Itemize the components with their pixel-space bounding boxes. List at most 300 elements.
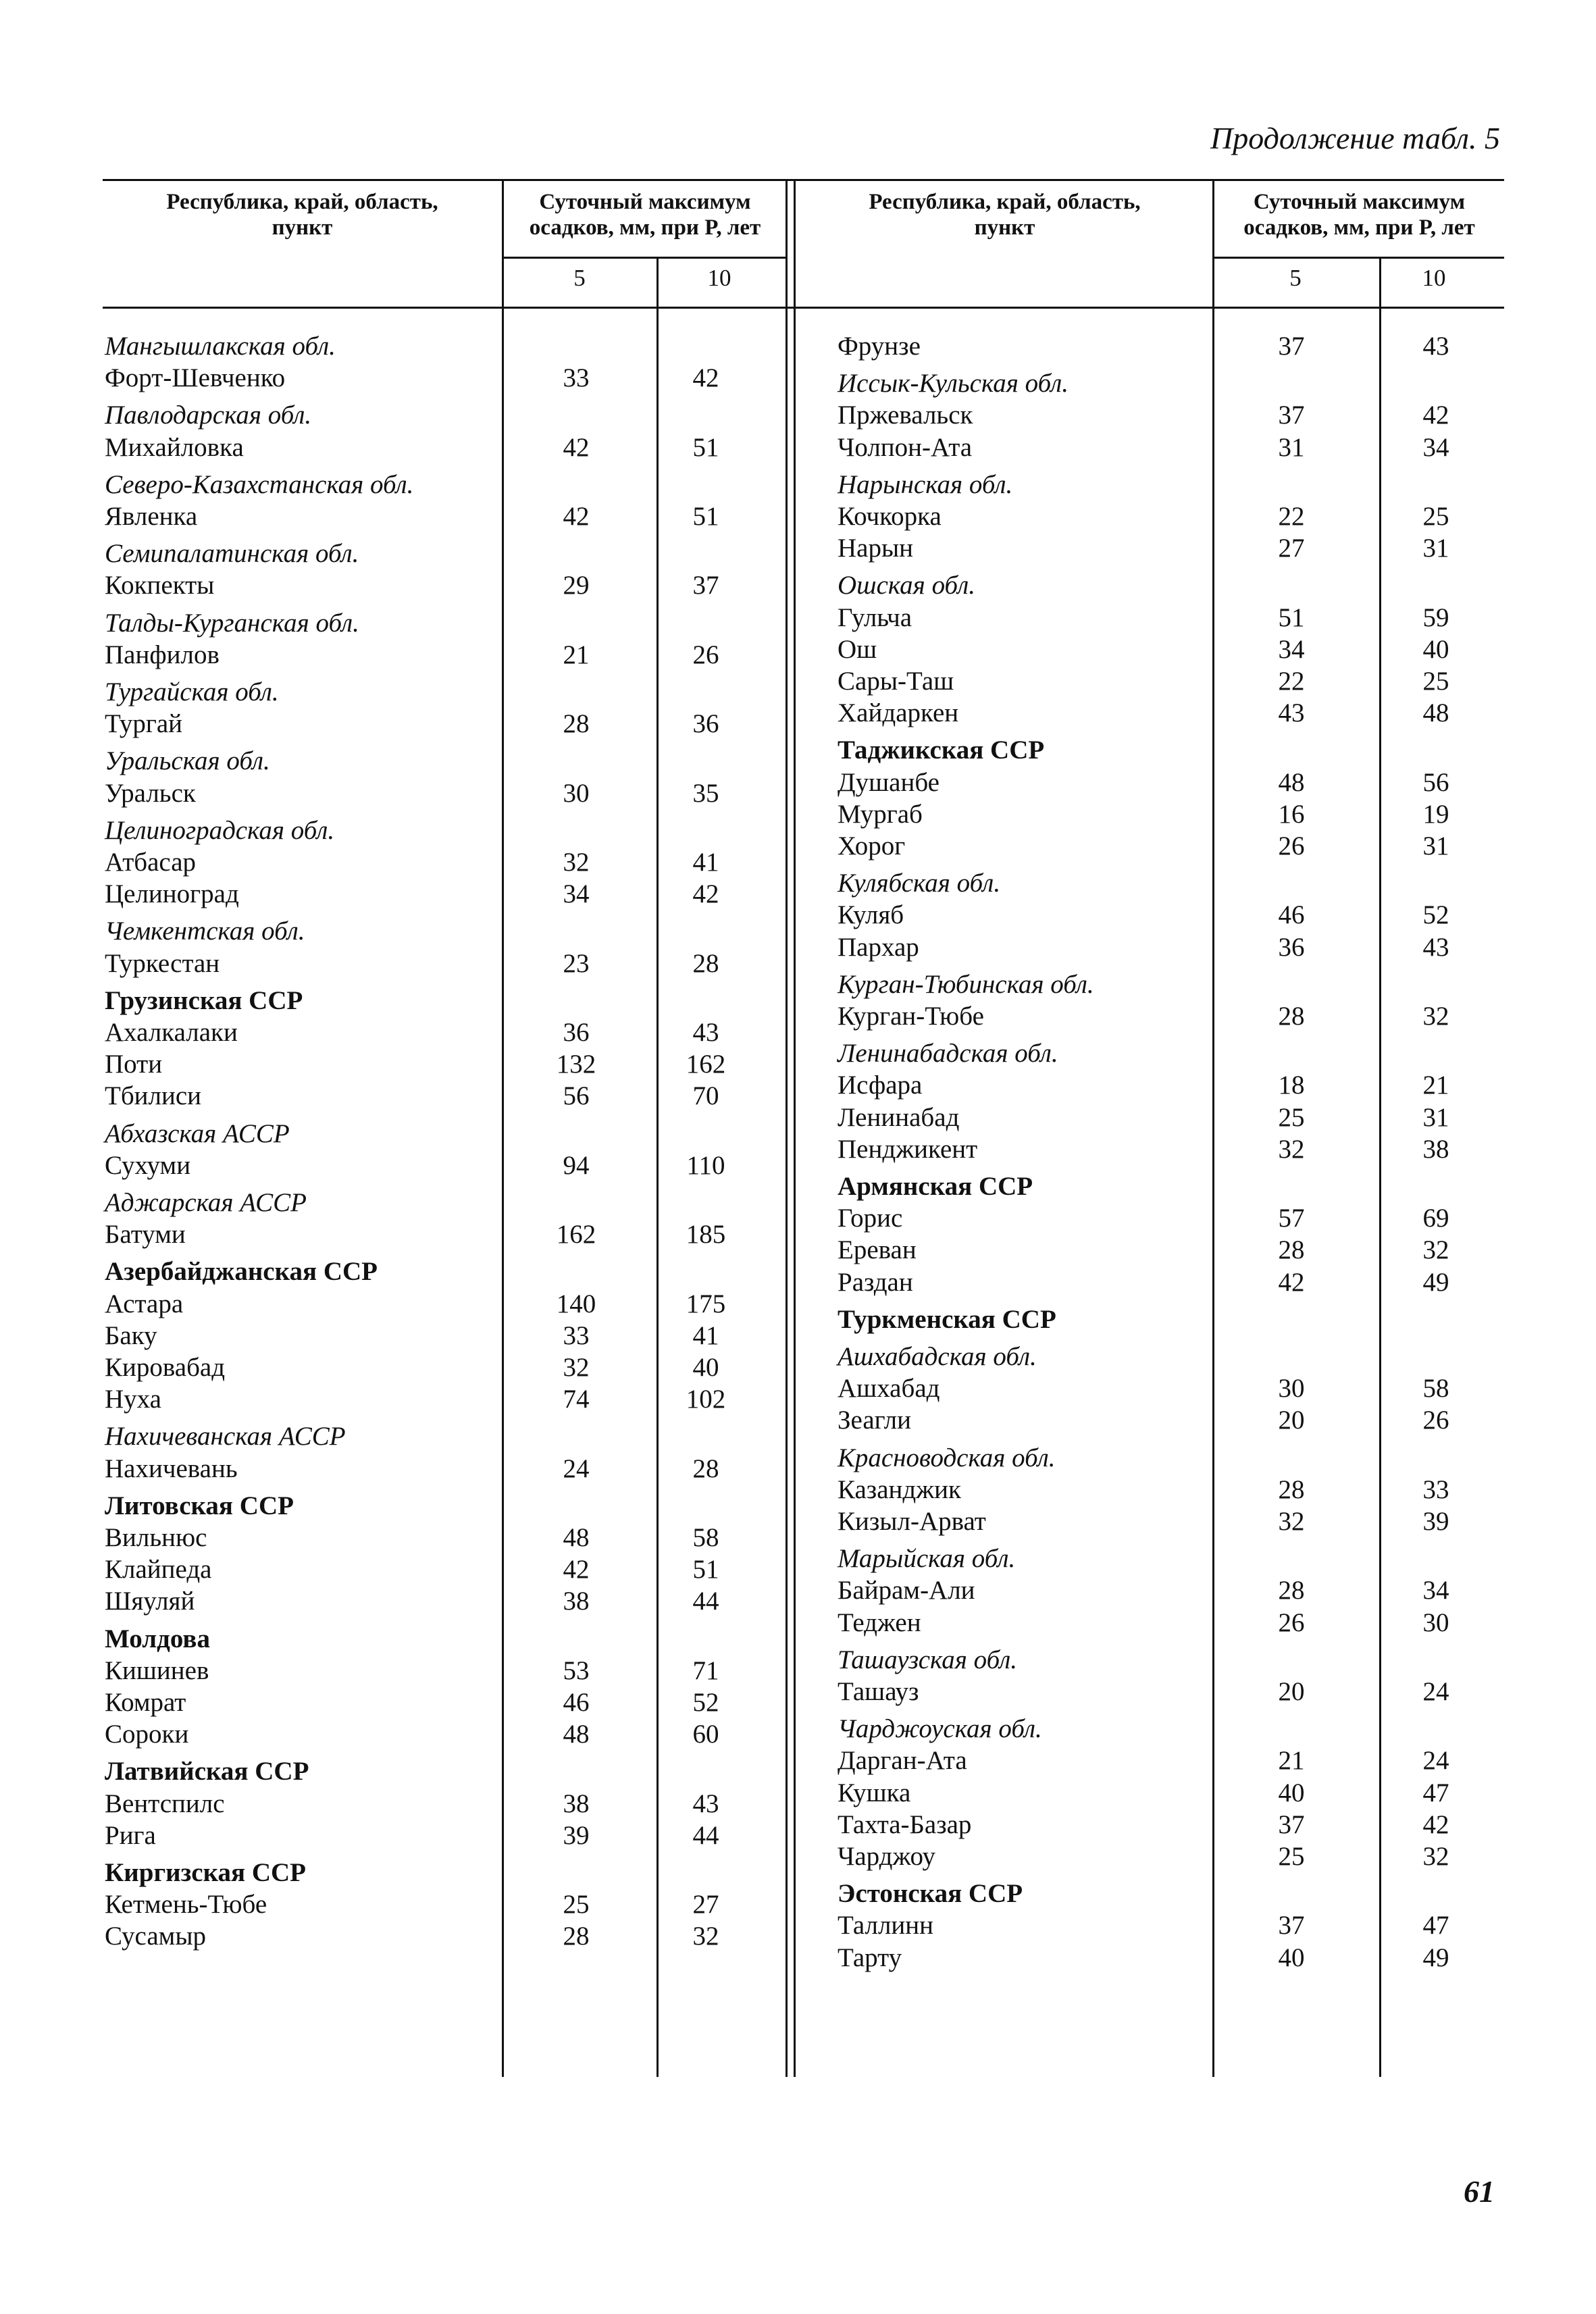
header-max-right-line1: Суточный максимум bbox=[1253, 190, 1466, 214]
table-row bbox=[838, 1506, 1506, 1537]
value-p5: 31 bbox=[1278, 432, 1305, 462]
row-name: Туркестан bbox=[105, 948, 220, 978]
table-row bbox=[105, 1522, 780, 1553]
region-heading-row bbox=[838, 1543, 1506, 1574]
row-name: Тургайская обл. bbox=[105, 677, 279, 706]
table-row bbox=[838, 1405, 1506, 1436]
republic-heading-row bbox=[838, 1878, 1506, 1909]
value-p10: 28 bbox=[692, 948, 719, 978]
table-row bbox=[105, 1289, 780, 1320]
row-name: Азербайджанская ССР bbox=[105, 1257, 378, 1287]
value-p5: 38 bbox=[563, 1587, 590, 1616]
value-p10: 26 bbox=[1422, 1406, 1449, 1435]
table-row bbox=[838, 1001, 1506, 1032]
row-name: Ташауз bbox=[838, 1677, 919, 1706]
table-row bbox=[105, 879, 780, 910]
row-name: Хайдаркен bbox=[838, 698, 959, 728]
value-p10: 26 bbox=[692, 640, 719, 669]
col-divider-middle-a bbox=[786, 179, 788, 2077]
row-name: Кочкорка bbox=[838, 502, 942, 531]
value-p5: 27 bbox=[1278, 534, 1305, 563]
value-p5: 33 bbox=[563, 363, 590, 393]
region-heading-row bbox=[838, 469, 1506, 500]
value-p5: 94 bbox=[563, 1150, 590, 1180]
header-max-right bbox=[1216, 189, 1503, 240]
value-p10: 31 bbox=[1422, 1102, 1449, 1132]
row-name: Целиноград bbox=[105, 879, 239, 909]
table-row bbox=[838, 432, 1506, 463]
republic-heading-row bbox=[838, 1171, 1506, 1202]
value-p10: 25 bbox=[1422, 502, 1449, 531]
row-name: Мангышлакская обл. bbox=[105, 332, 336, 361]
header-p10-left: 10 bbox=[707, 265, 731, 291]
value-p5: 46 bbox=[1278, 900, 1305, 930]
header-p5-left: 5 bbox=[573, 265, 586, 291]
value-p10: 28 bbox=[692, 1454, 719, 1483]
region-heading-row bbox=[105, 1421, 780, 1452]
value-p10: 49 bbox=[1422, 1267, 1449, 1297]
value-p5: 162 bbox=[556, 1220, 596, 1250]
row-name: Целиноградская обл. bbox=[105, 815, 335, 845]
value-p5: 37 bbox=[1278, 1911, 1305, 1940]
row-name: Кизыл-Арват bbox=[838, 1507, 986, 1536]
region-heading-row bbox=[838, 969, 1506, 1000]
value-p10: 36 bbox=[692, 709, 719, 739]
header-region-right-line1: Республика, край, область, bbox=[869, 190, 1141, 214]
row-name: Сороки bbox=[105, 1720, 189, 1749]
value-p10: 44 bbox=[692, 1587, 719, 1616]
row-name: Панфилов bbox=[105, 640, 220, 669]
row-name: Кишинев bbox=[105, 1655, 209, 1685]
row-name: Ташаузская обл. bbox=[838, 1645, 1018, 1674]
row-name: Аджарская АССР bbox=[105, 1188, 307, 1217]
region-heading-row bbox=[105, 538, 780, 569]
table-row bbox=[105, 1017, 780, 1048]
table-row bbox=[105, 1789, 780, 1820]
row-name: Таджикская ССР bbox=[838, 736, 1045, 765]
table-row bbox=[838, 900, 1506, 931]
value-p10: 71 bbox=[692, 1655, 719, 1685]
value-p5: 24 bbox=[563, 1454, 590, 1483]
value-p10: 185 bbox=[686, 1220, 726, 1250]
row-name: Исфара bbox=[838, 1071, 923, 1100]
value-p5: 140 bbox=[556, 1289, 596, 1318]
republic-heading-row bbox=[105, 1491, 780, 1522]
table-caption: Продолжение табл. 5 bbox=[1210, 121, 1500, 155]
value-p5: 42 bbox=[563, 502, 590, 531]
row-name: Нарын bbox=[838, 534, 914, 563]
table-row bbox=[105, 570, 780, 601]
region-heading-row bbox=[838, 1341, 1506, 1372]
value-p10: 43 bbox=[692, 1018, 719, 1047]
value-p10: 44 bbox=[692, 1820, 719, 1850]
row-name: Кушка bbox=[838, 1778, 911, 1807]
region-heading-row bbox=[838, 1714, 1506, 1745]
table-row bbox=[105, 1889, 780, 1920]
header-max-left-line1: Суточный максимум bbox=[539, 190, 751, 214]
value-p5: 26 bbox=[1278, 1608, 1305, 1637]
col-divider-middle-b bbox=[794, 179, 796, 2077]
region-heading-row bbox=[105, 677, 780, 708]
table-row bbox=[105, 1655, 780, 1687]
table-row bbox=[105, 1384, 780, 1415]
row-name: Пенджикент bbox=[838, 1134, 978, 1164]
value-p10: 31 bbox=[1422, 534, 1449, 563]
value-p10: 60 bbox=[692, 1720, 719, 1749]
table-row bbox=[838, 1267, 1506, 1298]
row-name: Зеагли bbox=[838, 1406, 911, 1435]
table-row bbox=[838, 1745, 1506, 1776]
value-p5: 16 bbox=[1278, 799, 1305, 829]
region-heading-row bbox=[105, 916, 780, 947]
table-row bbox=[838, 1910, 1506, 1941]
value-p10: 38 bbox=[1422, 1134, 1449, 1164]
row-name: Сусамыр bbox=[105, 1922, 207, 1951]
value-p10: 47 bbox=[1422, 1911, 1449, 1940]
row-name: Теджен bbox=[838, 1608, 921, 1637]
value-p10: 59 bbox=[1422, 602, 1449, 632]
value-p5: 30 bbox=[563, 778, 590, 808]
value-p5: 28 bbox=[563, 709, 590, 739]
value-p10: 47 bbox=[1422, 1778, 1449, 1807]
table-row bbox=[838, 1070, 1506, 1101]
table-row bbox=[105, 1320, 780, 1352]
table-row bbox=[838, 1809, 1506, 1841]
table-row bbox=[105, 1719, 780, 1750]
value-p10: 51 bbox=[692, 432, 719, 462]
region-heading-row bbox=[838, 1645, 1506, 1676]
row-name: Армянская ССР bbox=[838, 1172, 1033, 1201]
row-name: Кировабад bbox=[105, 1353, 226, 1382]
header-region-left bbox=[108, 189, 496, 240]
region-heading-row bbox=[105, 400, 780, 431]
table-row bbox=[105, 847, 780, 878]
row-name: Таллинн bbox=[838, 1911, 934, 1940]
value-p5: 32 bbox=[1278, 1134, 1305, 1164]
value-p5: 26 bbox=[1278, 831, 1305, 860]
row-name: Казанджик bbox=[838, 1474, 962, 1504]
table-row bbox=[838, 1134, 1506, 1165]
header-max-right-line2: осадков, мм, при P, лет bbox=[1243, 215, 1475, 240]
republic-heading-row bbox=[105, 1256, 780, 1287]
table-row bbox=[838, 799, 1506, 830]
value-p5: 40 bbox=[1278, 1778, 1305, 1807]
value-p5: 25 bbox=[563, 1890, 590, 1920]
row-name: Куляб bbox=[838, 900, 904, 930]
table-row bbox=[838, 400, 1506, 431]
row-name: Эстонская ССР bbox=[838, 1879, 1023, 1909]
value-p10: 19 bbox=[1422, 799, 1449, 829]
row-name: Ашхабад bbox=[838, 1374, 940, 1404]
value-p5: 32 bbox=[1278, 1507, 1305, 1536]
region-heading-row bbox=[105, 331, 780, 362]
table-row bbox=[105, 1687, 780, 1718]
value-p10: 34 bbox=[1422, 432, 1449, 462]
table-row bbox=[838, 533, 1506, 564]
value-p5: 42 bbox=[1278, 1267, 1305, 1297]
row-name: Клайпеда bbox=[105, 1555, 212, 1585]
value-p5: 48 bbox=[563, 1720, 590, 1749]
table-row bbox=[838, 666, 1506, 697]
region-heading-row bbox=[838, 368, 1506, 399]
value-p5: 132 bbox=[556, 1050, 596, 1079]
row-name: Тахта-Базар bbox=[838, 1809, 972, 1839]
row-name: Талды-Курганская обл. bbox=[105, 608, 359, 638]
row-name: Курган-Тюбе bbox=[838, 1002, 984, 1031]
value-p5: 28 bbox=[1278, 1002, 1305, 1031]
region-heading-row bbox=[105, 1119, 780, 1150]
row-name: Северо-Казахстанская обл. bbox=[105, 469, 414, 499]
row-name: Сары-Таш bbox=[838, 667, 954, 696]
row-name: Поти bbox=[105, 1050, 163, 1079]
value-p10: 32 bbox=[1422, 1002, 1449, 1031]
row-name: Ленинабадская обл. bbox=[838, 1039, 1058, 1069]
row-name: Баку bbox=[105, 1320, 157, 1350]
header-region-left-line1: Республика, край, область, bbox=[166, 190, 438, 214]
value-p5: 42 bbox=[563, 1555, 590, 1585]
page-number: 61 bbox=[1464, 2174, 1495, 2209]
table-row bbox=[105, 1921, 780, 1952]
table-row bbox=[105, 363, 780, 394]
value-p10: 35 bbox=[692, 778, 719, 808]
row-name: Вильнюс bbox=[105, 1523, 207, 1552]
table-row bbox=[105, 778, 780, 809]
value-p10: 41 bbox=[692, 1320, 719, 1350]
table-row bbox=[105, 1049, 780, 1080]
row-name: Кулябская обл. bbox=[838, 869, 1001, 898]
region-heading-row bbox=[105, 746, 780, 777]
row-name: Грузинская ССР bbox=[105, 985, 303, 1015]
value-p5: 32 bbox=[563, 848, 590, 877]
table-row bbox=[105, 1554, 780, 1585]
value-p10: 56 bbox=[1422, 767, 1449, 797]
row-name: Гульча bbox=[838, 602, 912, 632]
republic-heading-row bbox=[838, 1304, 1506, 1335]
row-name: Пархар bbox=[838, 932, 919, 962]
value-p5: 39 bbox=[563, 1820, 590, 1850]
header-region-left-line2: пункт bbox=[272, 215, 333, 240]
value-p5: 28 bbox=[563, 1922, 590, 1951]
row-name: Рига bbox=[105, 1820, 156, 1850]
value-p5: 36 bbox=[563, 1018, 590, 1047]
row-name: Молдова bbox=[105, 1624, 210, 1653]
value-p5: 30 bbox=[1278, 1374, 1305, 1404]
table-row bbox=[838, 1676, 1506, 1707]
value-p5: 48 bbox=[1278, 767, 1305, 797]
value-p5: 21 bbox=[563, 640, 590, 669]
value-p10: 52 bbox=[692, 1688, 719, 1717]
value-p10: 37 bbox=[692, 571, 719, 600]
value-p10: 21 bbox=[1422, 1071, 1449, 1100]
row-name: Литовская ССР bbox=[105, 1491, 294, 1520]
header-p10-right: 10 bbox=[1422, 265, 1446, 291]
value-p5: 34 bbox=[1278, 634, 1305, 664]
value-p5: 33 bbox=[563, 1320, 590, 1350]
value-p10: 42 bbox=[1422, 1809, 1449, 1839]
value-p5: 22 bbox=[1278, 667, 1305, 696]
value-p10: 43 bbox=[1422, 332, 1449, 361]
value-p10: 51 bbox=[692, 1555, 719, 1585]
region-heading-row bbox=[105, 608, 780, 639]
table-row bbox=[838, 831, 1506, 862]
row-name: Чолпон-Ата bbox=[838, 432, 973, 462]
row-name: Семипалатинская обл. bbox=[105, 539, 359, 569]
row-name: Курган-Тюбинская обл. bbox=[838, 969, 1094, 999]
value-p5: 57 bbox=[1278, 1204, 1305, 1233]
value-p10: 30 bbox=[1422, 1608, 1449, 1637]
row-name: Комрат bbox=[105, 1688, 186, 1717]
table-row bbox=[838, 1841, 1506, 1872]
value-p5: 32 bbox=[563, 1353, 590, 1382]
row-name: Уральск bbox=[105, 778, 196, 808]
row-name: Ошская обл. bbox=[838, 571, 975, 600]
row-name: Чарджоу bbox=[838, 1842, 935, 1871]
row-name: Сухуми bbox=[105, 1150, 191, 1180]
value-p5: 53 bbox=[563, 1655, 590, 1685]
header-bottom-rule bbox=[103, 307, 1504, 309]
row-name: Фрунзе bbox=[838, 332, 921, 361]
region-heading-row bbox=[105, 815, 780, 846]
value-p5: 34 bbox=[563, 879, 590, 909]
row-name: Атбасар bbox=[105, 848, 197, 877]
value-p5: 37 bbox=[1278, 332, 1305, 361]
row-name: Тургай bbox=[105, 709, 183, 739]
value-p5: 28 bbox=[1278, 1576, 1305, 1605]
header-max-left-line2: осадков, мм, при P, лет bbox=[529, 215, 761, 240]
row-name: Форт-Шевченко bbox=[105, 363, 286, 393]
row-name: Ленинабад bbox=[838, 1102, 960, 1132]
region-heading-row bbox=[105, 1187, 780, 1218]
table-row bbox=[838, 932, 1506, 963]
table-row bbox=[838, 1778, 1506, 1809]
row-name: Вентспилс bbox=[105, 1789, 225, 1818]
value-p10: 32 bbox=[692, 1922, 719, 1951]
value-p10: 39 bbox=[1422, 1507, 1449, 1536]
value-p5: 37 bbox=[1278, 401, 1305, 430]
value-p10: 25 bbox=[1422, 667, 1449, 696]
table-row bbox=[105, 1820, 780, 1851]
row-name: Нахичевань bbox=[105, 1454, 238, 1483]
row-name: Мургаб bbox=[838, 799, 923, 829]
value-p10: 51 bbox=[692, 502, 719, 531]
row-name: Нарынская обл. bbox=[838, 469, 1013, 499]
value-p5: 18 bbox=[1278, 1071, 1305, 1100]
table-row bbox=[105, 1454, 780, 1485]
row-name: Туркменская ССР bbox=[838, 1304, 1056, 1334]
table-row bbox=[838, 1102, 1506, 1133]
header-p5-right: 5 bbox=[1289, 265, 1302, 291]
value-p10: 32 bbox=[1422, 1842, 1449, 1871]
row-name: Михайловка bbox=[105, 432, 244, 462]
row-name: Ош bbox=[838, 634, 877, 664]
value-p10: 48 bbox=[1422, 698, 1449, 728]
value-p5: 40 bbox=[1278, 1943, 1305, 1972]
value-p10: 52 bbox=[1422, 900, 1449, 930]
value-p10: 41 bbox=[692, 848, 719, 877]
table-row bbox=[838, 767, 1506, 798]
table-row bbox=[105, 432, 780, 463]
table-row bbox=[105, 1081, 780, 1112]
row-name: Нахичеванская АССР bbox=[105, 1422, 346, 1451]
republic-heading-row bbox=[838, 735, 1506, 766]
row-name: Тарту bbox=[838, 1943, 902, 1972]
value-p10: 42 bbox=[692, 879, 719, 909]
row-name: Кетмень-Тюбе bbox=[105, 1890, 267, 1920]
row-name: Кокпекты bbox=[105, 571, 215, 600]
value-p5: 21 bbox=[1278, 1746, 1305, 1776]
table-row bbox=[838, 698, 1506, 729]
header-region-right-line2: пункт bbox=[974, 215, 1035, 240]
subheader-rule-right bbox=[1212, 257, 1504, 259]
value-p10: 33 bbox=[1422, 1474, 1449, 1504]
value-p10: 27 bbox=[692, 1890, 719, 1920]
value-p10: 42 bbox=[1422, 401, 1449, 430]
value-p10: 70 bbox=[692, 1081, 719, 1111]
value-p10: 49 bbox=[1422, 1943, 1449, 1972]
region-heading-row bbox=[838, 570, 1506, 601]
value-p5: 36 bbox=[1278, 932, 1305, 962]
row-name: Пржевальск bbox=[838, 401, 973, 430]
row-name: Чемкентская обл. bbox=[105, 917, 305, 946]
value-p5: 56 bbox=[563, 1081, 590, 1111]
table-row bbox=[838, 331, 1506, 362]
row-name: Хорог bbox=[838, 831, 906, 860]
row-name: Ахалкалаки bbox=[105, 1018, 238, 1047]
table-row bbox=[838, 634, 1506, 665]
table-row bbox=[105, 640, 780, 671]
row-name: Латвийская ССР bbox=[105, 1757, 309, 1786]
row-name: Уральская обл. bbox=[105, 746, 270, 776]
row-name: Тбилиси bbox=[105, 1081, 202, 1111]
value-p10: 58 bbox=[1422, 1374, 1449, 1404]
row-name: Абхазская АССР bbox=[105, 1119, 290, 1148]
value-p10: 175 bbox=[686, 1289, 726, 1318]
row-name: Ереван bbox=[838, 1235, 917, 1265]
value-p10: 32 bbox=[1422, 1235, 1449, 1265]
table-row bbox=[838, 1575, 1506, 1606]
value-p10: 162 bbox=[686, 1050, 726, 1079]
value-p10: 102 bbox=[686, 1385, 726, 1414]
value-p5: 43 bbox=[1278, 698, 1305, 728]
header-region-right bbox=[800, 189, 1209, 240]
value-p5: 29 bbox=[563, 571, 590, 600]
table-row bbox=[838, 1943, 1506, 1974]
value-p10: 42 bbox=[692, 363, 719, 393]
row-name: Астара bbox=[105, 1289, 184, 1318]
region-heading-row bbox=[838, 1443, 1506, 1474]
table-row bbox=[105, 1352, 780, 1383]
value-p5: 74 bbox=[563, 1385, 590, 1414]
value-p5: 48 bbox=[563, 1523, 590, 1552]
value-p5: 20 bbox=[1278, 1406, 1305, 1435]
value-p10: 110 bbox=[686, 1150, 725, 1180]
region-heading-row bbox=[105, 469, 780, 500]
republic-heading-row bbox=[105, 985, 780, 1017]
republic-heading-row bbox=[105, 1624, 780, 1655]
value-p10: 40 bbox=[692, 1353, 719, 1382]
table-row bbox=[838, 1373, 1506, 1404]
value-p5: 28 bbox=[1278, 1235, 1305, 1265]
value-p10: 43 bbox=[692, 1789, 719, 1818]
row-name: Киргизская ССР bbox=[105, 1858, 306, 1887]
row-name: Чарджоуская обл. bbox=[838, 1714, 1042, 1744]
row-name: Явленка bbox=[105, 502, 198, 531]
table-row bbox=[838, 1203, 1506, 1234]
table-top-rule bbox=[103, 179, 1504, 181]
table-row bbox=[105, 1219, 780, 1250]
row-name: Шяуляй bbox=[105, 1587, 195, 1616]
value-p5: 42 bbox=[563, 432, 590, 462]
